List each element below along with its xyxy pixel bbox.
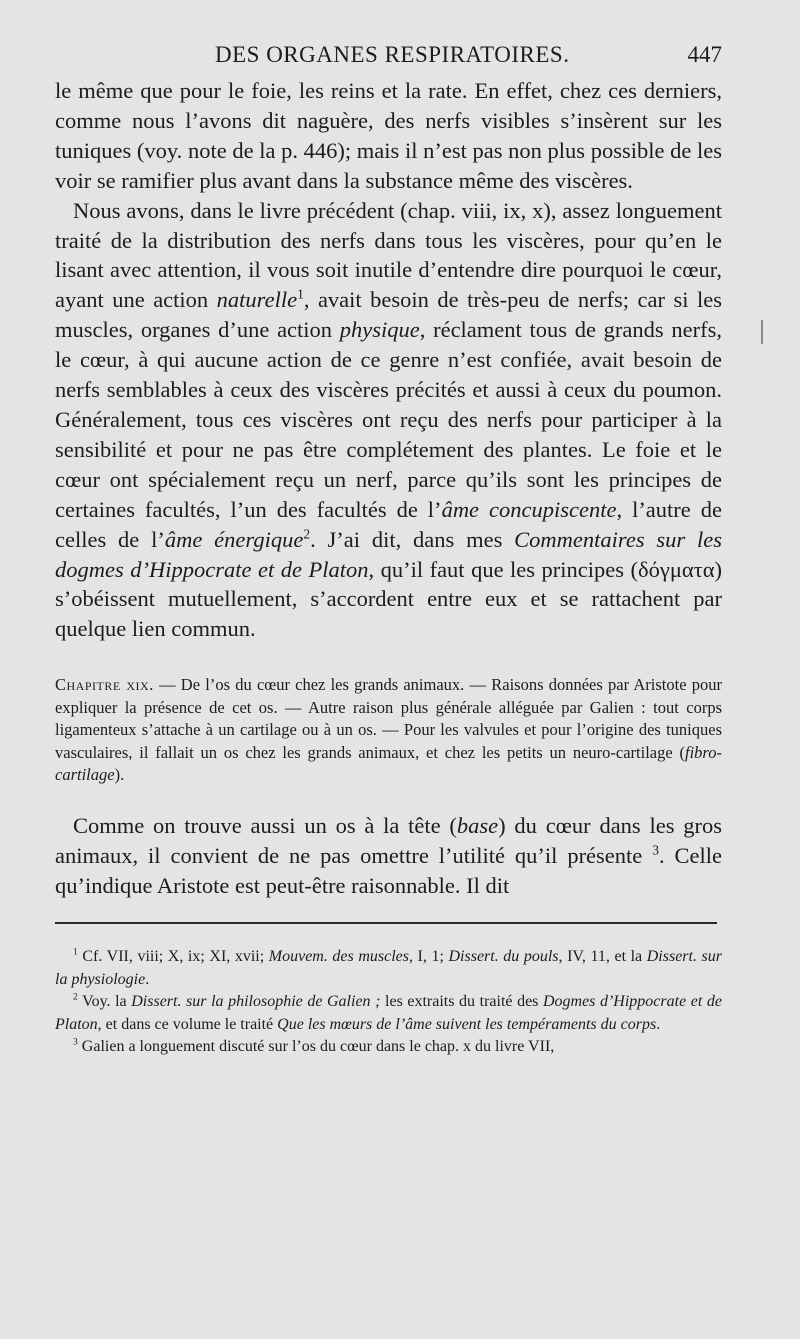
footnote-1 [55, 946, 722, 991]
paragraph-2-text: Nous avons, dans le livre précédent (chap. viii, ix, x), assez longuement traité de la distribution des nerfs dans tous les viscères, pour qu’en le lisant avec attention, il vous soit inutile d’entendre dire pourquoi le cœur, ayant une action [55, 197, 722, 313]
footnote-ref-2[interactable]: 2 [303, 526, 311, 542]
page-number: 447 [687, 42, 722, 67]
footnote-text: Cf. VII, viii; X, ix; XI, xvii; [77, 948, 269, 966]
footnote-text: , I, 1; [408, 948, 449, 966]
paragraph-2-text: , réclament tous de grands nerfs, le cœur, à qui aucune action de ce genre n’est confiée, avait besoin de nerfs semblables à ceux des viscères précités et aussi à ceux du poumon. Généralement, tous ces viscères ont reçu des nerfs pour participer à la sensibilité et pour ne pas être complétement des plantes. Le foie et le cœur ont spécialement reçu un nerf, parce qu’ils sont les principes de certaines facultés, l’un des facultés de l’ [55, 317, 722, 522]
italic-term: physique [339, 317, 420, 343]
footnote-3 [55, 1036, 722, 1059]
paragraph-3-text: Comme on trouve aussi un os à la tête ( [73, 812, 457, 838]
chapter-summary-text: — De l’os du cœur chez les grands animaux. — Raisons données par Aristote pour expliquer la présence de cet os. — Autre raison plus générale alléguée par Galien : tout corps ligamenteux s’attache à un cartilage ou à un os. — Pour les valvules et pour l’origine des tuniques vasculaires, il fallait un os chez les grands animaux, et chez les petits un neuro-cartilage ( [55, 675, 723, 762]
footnote-divider [55, 922, 717, 924]
footnote-text: les extraits du traité des [380, 993, 543, 1011]
paragraph-3-text: . Celle qu’indique Aristote est peut-être raisonnable. Il dit [55, 842, 722, 898]
main-text-2 [55, 811, 722, 901]
footnote-text: Voy. la [77, 993, 132, 1011]
italic-title: Que les mœurs de l’âme suivent les tempéraments du corps [277, 1015, 657, 1033]
italic-title: Commentaires sur les dogmes d’Hippocrate et de Platon [55, 526, 722, 582]
paragraph-2-text: , l’autre de celles de l’ [55, 496, 722, 552]
paragraph-3-text: ) du cœur dans les gros animaux, il convient de ne pas omettre l’utilité qu’il présente [55, 812, 722, 868]
italic-title: Dissert. du pouls [448, 948, 559, 966]
footnote-text: . [145, 970, 150, 988]
main-text [55, 76, 722, 644]
italic-term: fibro-cartilage [55, 742, 722, 785]
italic-title: Dissert. sur la physiologie [55, 948, 722, 988]
paragraph-2-text: , qu’il faut que les principes (δόγματα) s’obéissent mutuellement, s’accordent entre eux et se rattachent par quelque lien commun. [55, 556, 722, 642]
footnote-text: . [656, 1015, 661, 1033]
footnote-text: , et dans ce volume le traité [97, 1015, 278, 1033]
footnote-ref-3[interactable]: 3 [652, 842, 659, 858]
footnote-mark: 1 [73, 947, 78, 959]
italic-term: âme concupiscente [441, 496, 617, 522]
footnote-mark: 2 [73, 992, 78, 1004]
footnote-text: , IV, 11, et la [558, 948, 647, 966]
italic-title: Dissert. sur la philosophie de Galien ; [131, 993, 381, 1011]
footnote-text: Galien a longuement discuté sur l’os du cœur dans le chap. x du livre VII, [77, 1038, 555, 1056]
italic-title: Dogmes d’Hippocrate et de Platon [55, 993, 722, 1033]
italic-term: naturelle [216, 287, 298, 313]
italic-title: Mouvem. des muscles [268, 948, 409, 966]
paragraph-2-text: , avait besoin de très-peu de nerfs; car si les muscles, organes d’une action [55, 287, 722, 343]
running-head [55, 34, 722, 76]
paragraph-1 [55, 76, 722, 196]
paragraph-3 [55, 811, 722, 901]
paragraph-2-text: . J’ai dit, dans mes [310, 526, 515, 552]
margin-mark [761, 320, 763, 344]
footnote-2 [55, 991, 722, 1036]
italic-term: base [456, 812, 499, 838]
footnote-mark: 3 [73, 1037, 78, 1049]
chapter-label: Chapitre xix. [55, 675, 154, 695]
paragraph-2 [55, 196, 722, 645]
chapter-summary [55, 674, 722, 787]
italic-term: âme énergique [164, 526, 304, 552]
paragraph-1-text: le même que pour le foie, les reins et la rate. En effet, chez ces derniers, comme nous l’avons dit naguère, des nerfs visibles s’insèrent sur les tuniques (voy. note de la p. 446); mais il n’est pas non plus possible de les voir se ramifier plus avant dans la substance même des viscères. [55, 78, 722, 193]
chapter-summary-text: ). [114, 765, 125, 785]
footnotes [55, 946, 722, 1059]
running-title: DES ORGANES RESPIRATOIRES. [215, 42, 570, 67]
footnote-ref-1[interactable]: 1 [297, 286, 304, 302]
